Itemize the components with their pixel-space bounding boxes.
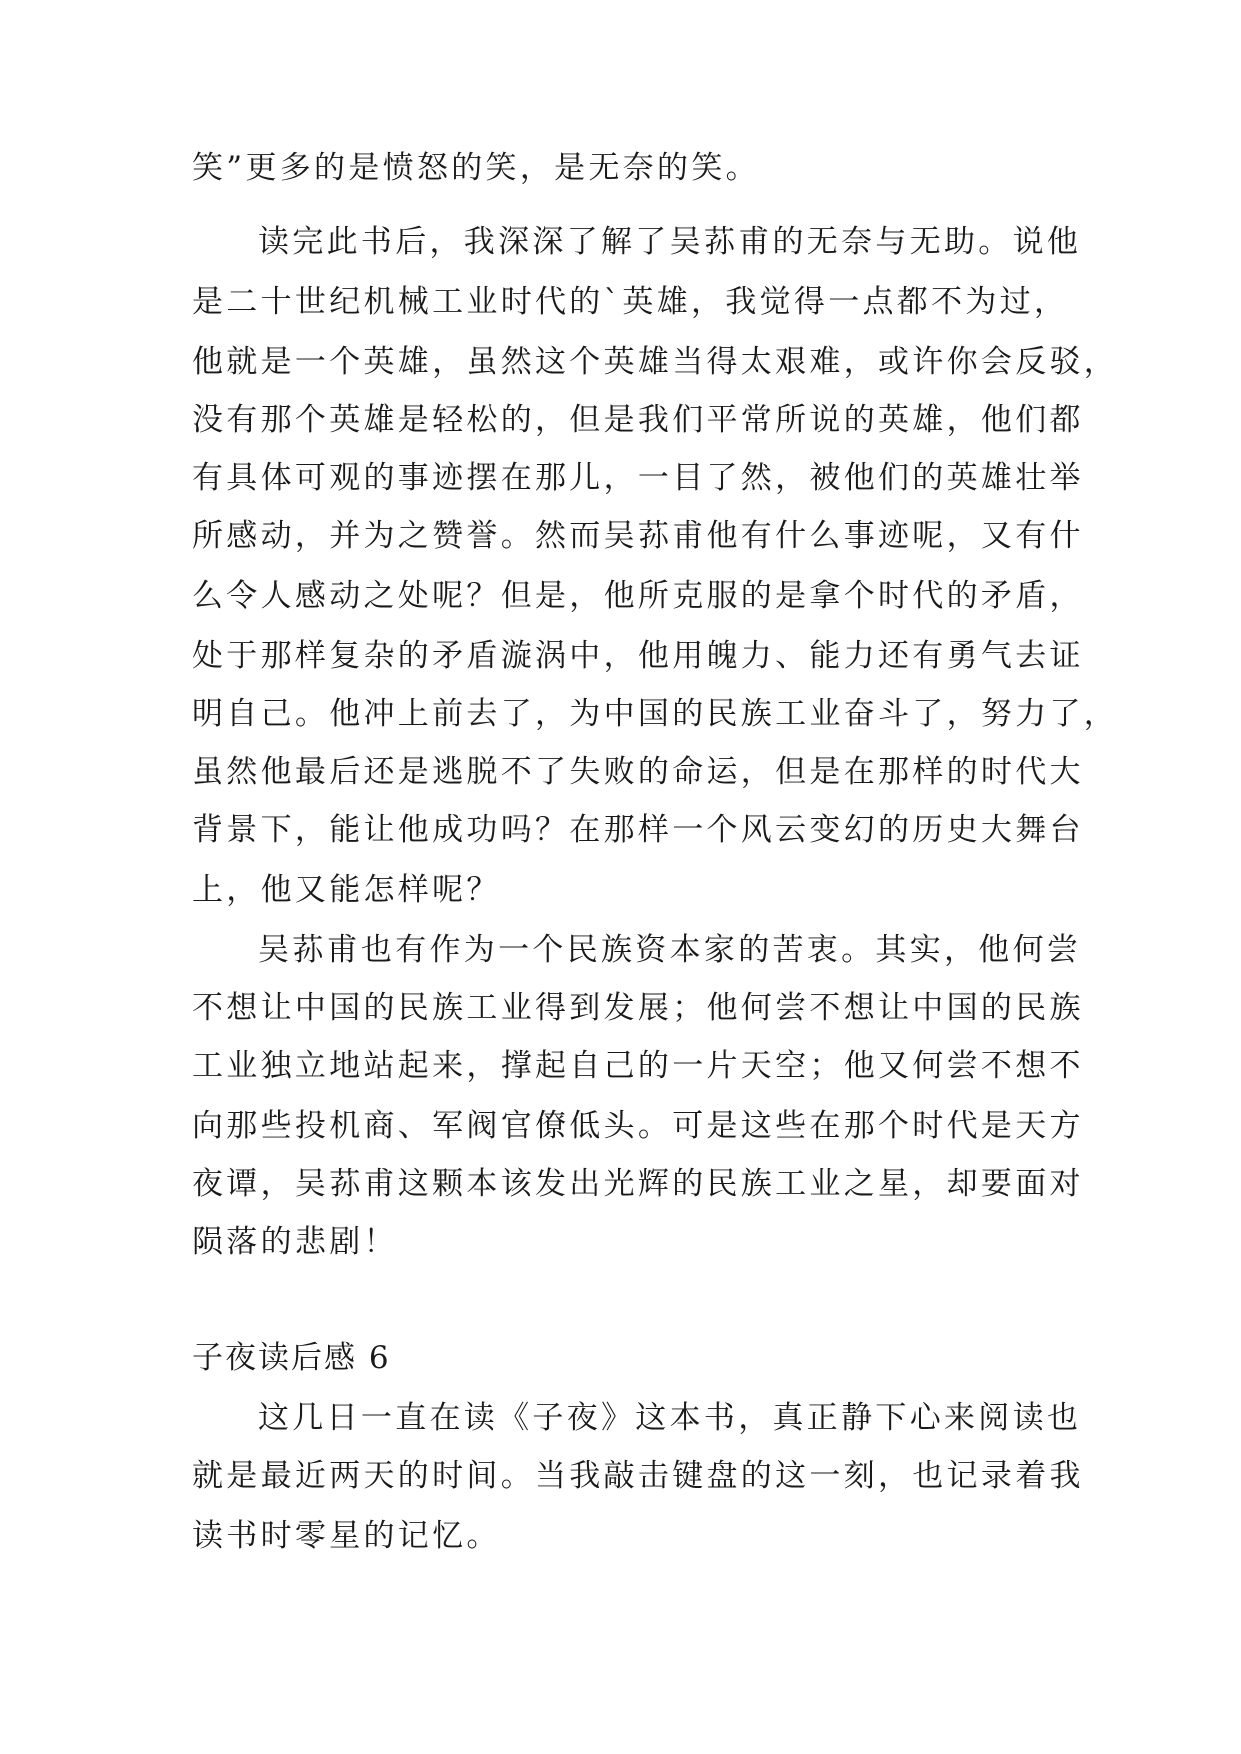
paragraph-line: 虽然他最后还是逃脱不了失败的命运，但是在那样的时代大 [192, 754, 1084, 790]
paragraph-line: 处于那样复杂的矛盾漩涡中，他用魄力、能力还有勇气去证 [192, 638, 1084, 674]
paragraph-line: 工业独立地站起来，撑起自己的一片天空；他又何尝不想不 [192, 1048, 1084, 1084]
paragraph-line: 他就是一个英雄，虽然这个英雄当得太艰难，或许你会反驳， [192, 344, 1119, 380]
paragraph-line: 读书时零星的记忆。 [192, 1518, 501, 1554]
paragraph-line: 就是最近两天的时间。当我敲击键盘的这一刻，也记录着我 [192, 1458, 1084, 1494]
paragraph-line: 么令人感动之处呢？但是，他所克服的是拿个时代的矛盾， [192, 578, 1084, 614]
paragraph-line: 有具体可观的事迹摆在那儿，一目了然，被他们的英雄壮举 [192, 460, 1084, 496]
paragraph-line: 没有那个英雄是轻松的，但是我们平常所说的英雄，他们都 [192, 402, 1084, 438]
paragraph-line: 不想让中国的民族工业得到发展；他何尝不想让中国的民族 [192, 990, 1084, 1026]
paragraph-line: 笑”更多的是愤怒的笑，是无奈的笑。 [192, 150, 760, 186]
section-heading: 子夜读后感 6 [192, 1340, 391, 1376]
paragraph-line: 读完此书后，我深深了解了吴荪甫的无奈与无助。说他 [258, 224, 1082, 260]
paragraph-line: 夜谭，吴荪甫这颗本该发出光辉的民族工业之星，却要面对 [192, 1166, 1084, 1202]
paragraph-line: 陨落的悲剧！ [192, 1224, 398, 1260]
paragraph-line: 向那些投机商、军阀官僚低头。可是这些在那个时代是天方 [192, 1108, 1084, 1144]
paragraph-line: 上，他又能怎样呢？ [192, 872, 501, 908]
paragraph-line: 背景下，能让他成功吗？在那样一个风云变幻的历史大舞台 [192, 812, 1084, 848]
paragraph-line: 所感动，并为之赞誉。然而吴荪甫他有什么事迹呢，又有什 [192, 518, 1084, 554]
paragraph-line: 这几日一直在读《子夜》这本书，真正静下心来阅读也 [258, 1400, 1082, 1436]
paragraph-line: 是二十世纪机械工业时代的`英雄，我觉得一点都不为过， [192, 284, 1069, 320]
paragraph-line: 明自己。他冲上前去了，为中国的民族工业奋斗了，努力了， [192, 696, 1119, 732]
paragraph-line: 吴荪甫也有作为一个民族资本家的苦衷。其实，他何尝 [258, 932, 1082, 968]
